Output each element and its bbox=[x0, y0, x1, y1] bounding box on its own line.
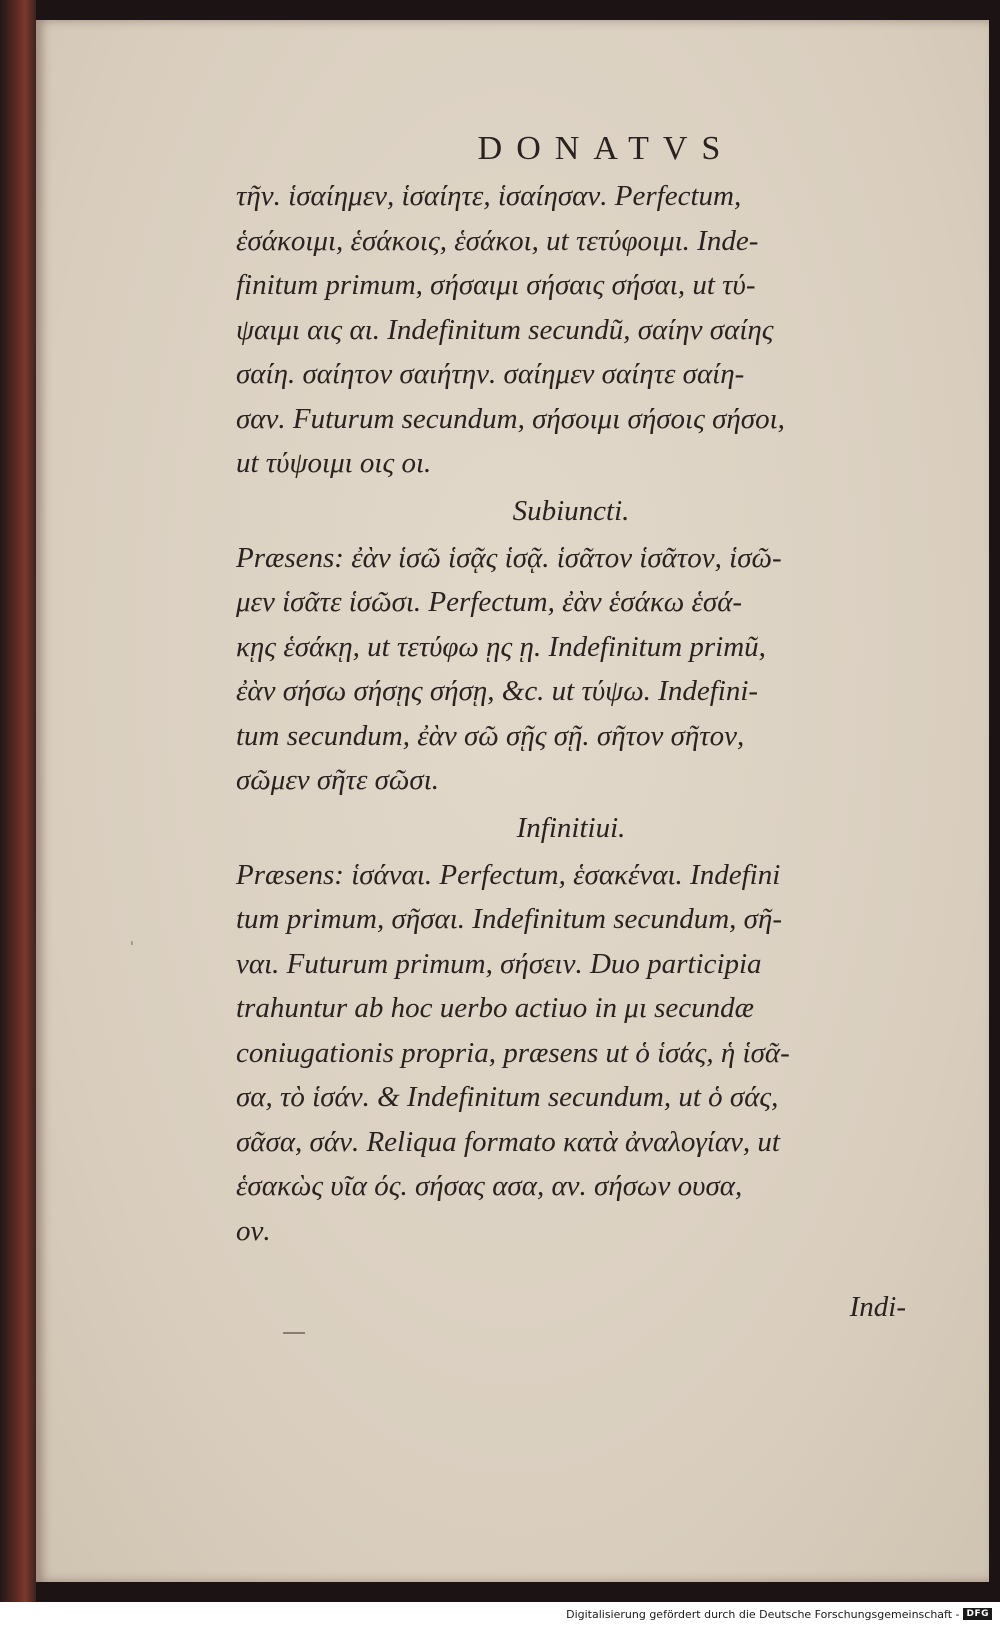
book-spine bbox=[0, 0, 36, 1602]
text-line: κῃς ἑσάκῃ, ut τετύφω ῃς ῃ. Indefinitum primũ, bbox=[236, 630, 766, 663]
text-line: σαν. Futurum secundum, σήσοιμι σήσοις σήσοι, bbox=[236, 402, 785, 435]
text-line: tum secundum, ἐὰν σῶ σῇς σῇ. σῆτον σῆτον, bbox=[236, 719, 745, 752]
text-line: μεν ἱσᾶτε ἱσῶσι. Perfectum, ἐὰν ἑσάκω ἑσά- bbox=[236, 586, 743, 618]
text-line: Præsens: ἐὰν ἱσῶ ἱσᾷς ἱσᾷ. ἱσᾶτον ἱσᾶτον, ἱσῶ- bbox=[236, 541, 782, 574]
ink-mark bbox=[283, 1332, 305, 1334]
text-line: ἑσάκοιμι, ἑσάκοις, ἑσάκοι, ut τετύφοιμι. Inde- bbox=[236, 224, 759, 257]
page-text bbox=[236, 130, 936, 1324]
text-line: Præsens: ἱσάναι. Perfectum, ἑσακέναι. Indefini bbox=[236, 858, 781, 891]
digitization-footer bbox=[0, 1602, 1000, 1626]
text-line: ἑσακὼς υῖα ός. σήσας ασα, αν. σήσων ουσα, bbox=[236, 1170, 743, 1202]
section-heading-infinitiui: Infinitiui. bbox=[516, 811, 626, 844]
section-heading-subiuncti: Subiuncti. bbox=[512, 494, 630, 527]
text-line: ut τύψοιμι οις οι. bbox=[236, 447, 432, 479]
text-line: trahuntur ab hoc uerbo actiuo in μι secundæ bbox=[236, 992, 754, 1024]
text-line: ον. bbox=[236, 1214, 271, 1247]
running-head: DONATVS bbox=[477, 130, 735, 167]
margin-mark: ˈ bbox=[130, 940, 134, 956]
text-line: σα, τὸ ἱσάν. & Indefinitum secundum, ut ὁ σάς, bbox=[236, 1081, 779, 1113]
text-line: tum primum, σῆσαι. Indefinitum secundum, σῆ- bbox=[236, 903, 783, 935]
text-line: ἐὰν σήσω σήσῃς σήσῃ, &c. ut τύψω. Indefini- bbox=[236, 675, 759, 707]
text-line: finitum primum, σήσαιμι σήσαις σήσαι, ut τύ- bbox=[236, 269, 756, 301]
catchword: Indi- bbox=[849, 1291, 906, 1323]
text-line: τῆν. ἱσαίημεν, ἱσαίητε, ἱσαίησαν. Perfectum, bbox=[236, 180, 742, 212]
dfg-logo: DFG bbox=[963, 1608, 992, 1620]
text-line: σᾶσα, σάν. Reliqua formato κατὰ ἀναλογίαν, ut bbox=[236, 1125, 780, 1158]
text-line: coniugationis propria, præsens ut ὁ ἱσάς, ἡ ἱσᾶ- bbox=[236, 1036, 790, 1069]
text-line: σαίη. σαίητον σαιήτην. σαίημεν σαίητε σαίη- bbox=[236, 358, 745, 390]
footer-credit: Digitalisierung gefördert durch die Deutsche Forschungsgemeinschaft - bbox=[566, 1607, 960, 1621]
text-line: σῶμεν σῆτε σῶσι. bbox=[236, 764, 440, 796]
text-line: ψαιμι αις αι. Indefinitum secundũ, σαίην σαίης bbox=[236, 313, 774, 346]
text-line: ναι. Futurum primum, σήσειν. Duo participia bbox=[236, 947, 762, 980]
